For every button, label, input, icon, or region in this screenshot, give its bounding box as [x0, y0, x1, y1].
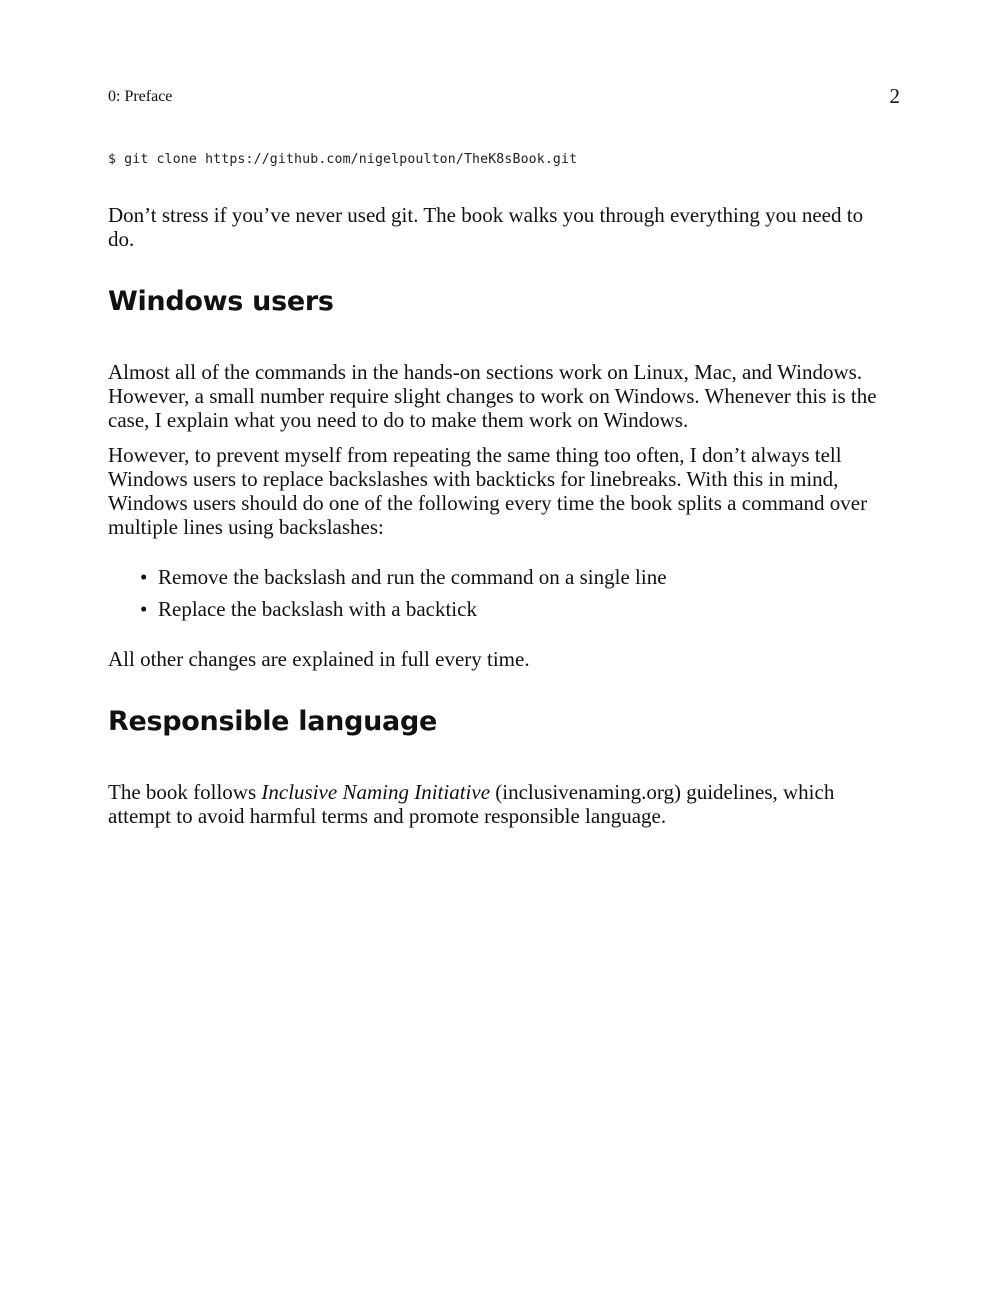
page-number: 2	[889, 84, 900, 108]
list-item-text: Remove the backslash and run the command on a single line	[158, 565, 667, 589]
workaround-list	[108, 565, 894, 629]
language-paragraph	[108, 780, 894, 828]
bullet-icon: •	[140, 565, 148, 589]
chapter-label: 0: Preface	[108, 88, 173, 105]
heading-windows-users: Windows users	[108, 286, 334, 317]
list-item	[108, 597, 894, 621]
intro-paragraph: Don’t stress if you’ve never used git. The book walks you through everything you need to do.	[108, 203, 864, 251]
bullet-icon: •	[140, 597, 148, 621]
windows-paragraph-3: All other changes are explained in full every time.	[108, 647, 530, 671]
language-text-before: The book follows	[108, 780, 262, 804]
language-text-after: (inclusivenaming.org) guidelines, which attempt to avoid harmful terms and promote responsible language.	[108, 780, 835, 828]
list-item	[108, 565, 894, 589]
list-item-text: Replace the backslash with a backtick	[158, 597, 477, 621]
heading-responsible-language: Responsible language	[108, 706, 437, 737]
windows-paragraph-2: However, to prevent myself from repeating the same thing too often, I don’t always tell Windows users to replace backslashes with backticks for linebreaks. With this in mind, Windows users should do one of the following every time the book splits a command over multiple lines using backslashes:	[108, 443, 868, 539]
windows-paragraph-1: Almost all of the commands in the hands-on sections work on Linux, Mac, and Windows. However, a small number require slight changes to work on Windows. Whenever this is the case, I explain what you need to do to make them work on Windows.	[108, 360, 877, 432]
initiative-name: Inclusive Naming Initiative	[261, 780, 491, 804]
code-snippet: $ git clone https://github.com/nigelpoulton/TheK8sBook.git	[108, 152, 578, 167]
running-header	[108, 86, 900, 110]
